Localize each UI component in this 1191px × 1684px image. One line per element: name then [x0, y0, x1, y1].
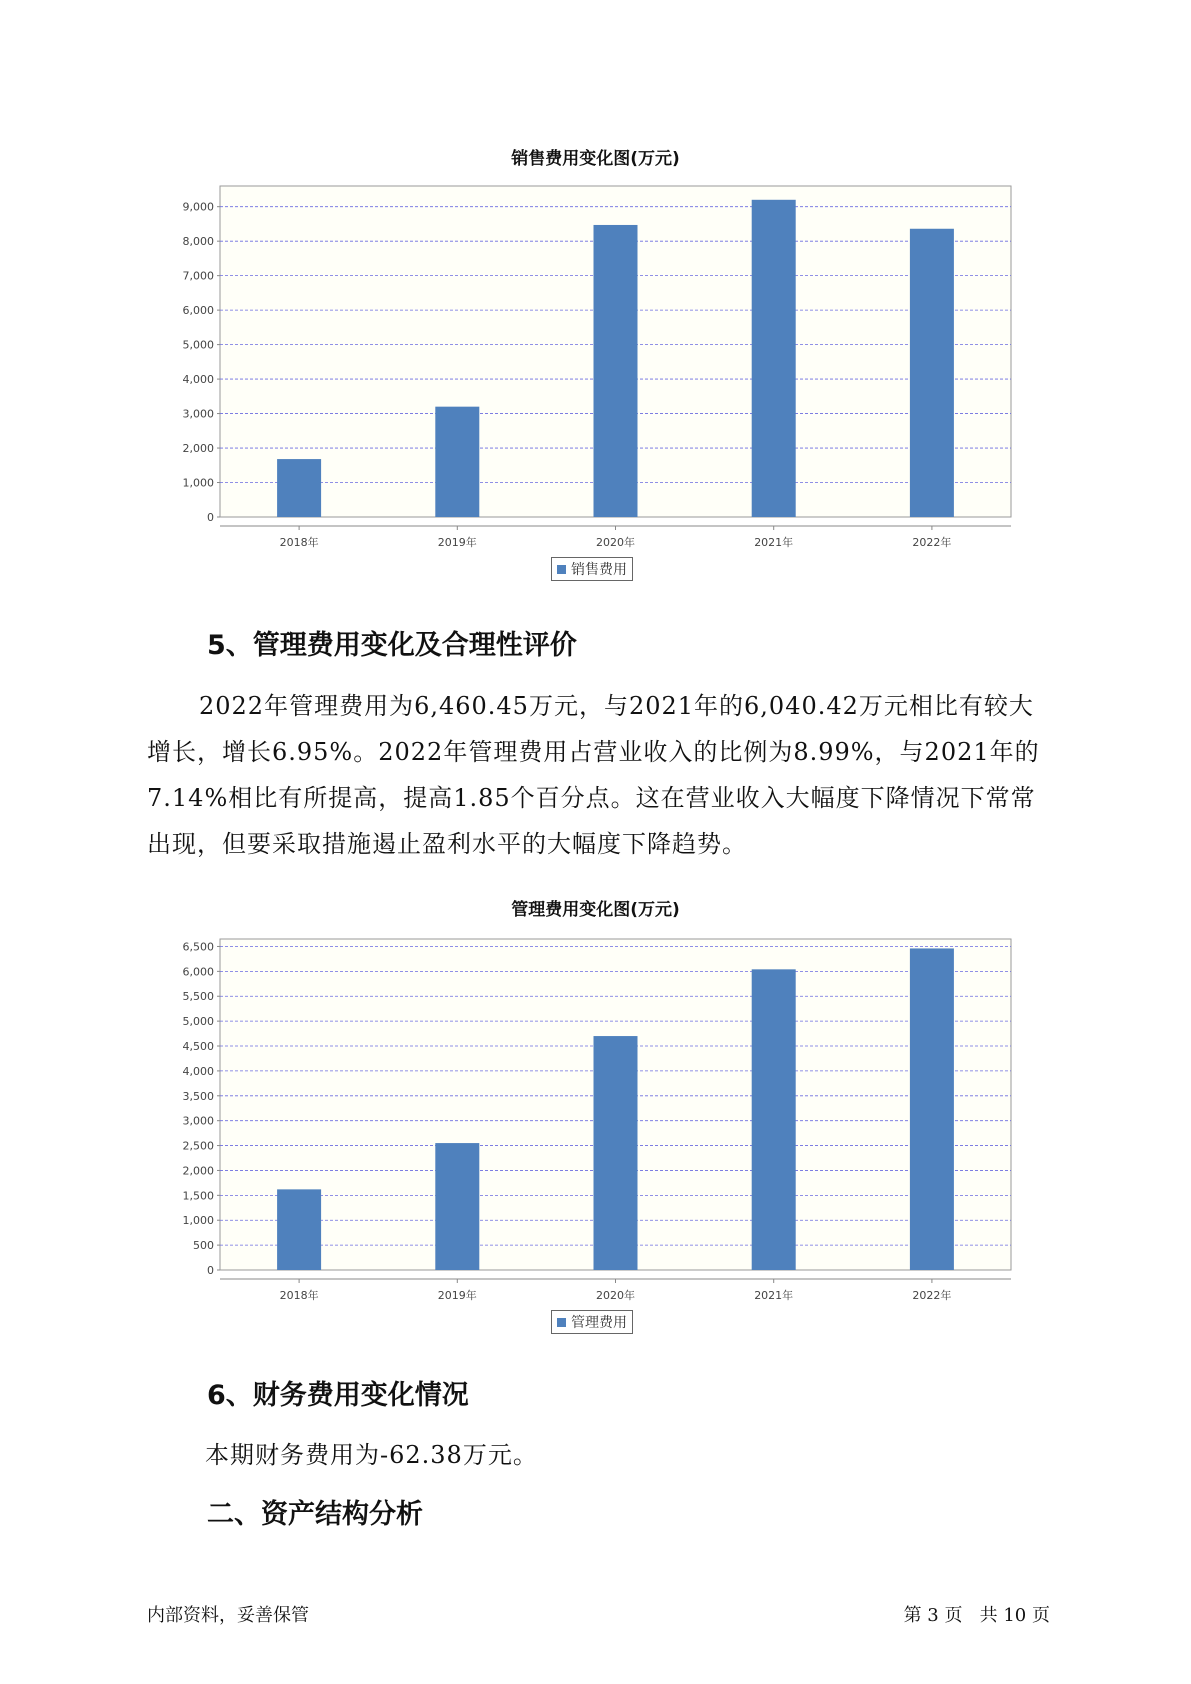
chart-title: 管理费用变化图(万元)	[511, 900, 680, 920]
y-tick-label: 4,000	[182, 1064, 214, 1078]
y-tick-label: 9,000	[182, 200, 214, 214]
legend-label: 管理费用	[571, 1315, 627, 1331]
section-2-heading: 二、资产结构分析	[207, 1499, 423, 1530]
section-6-paragraph: 本期财务费用为-62.38万元。	[205, 1441, 538, 1469]
y-tick-label: 1,500	[182, 1189, 214, 1203]
y-tick-label: 3,000	[182, 407, 214, 421]
x-tick-label: 2019年	[437, 536, 477, 549]
y-tick-label: 3,000	[182, 1114, 214, 1128]
y-tick-label: 500	[193, 1239, 214, 1253]
chart-title: 销售费用变化图(万元)	[511, 149, 680, 169]
bar	[910, 948, 954, 1270]
x-tick-label: 2019年	[437, 1289, 477, 1302]
section-5-heading: 5、管理费用变化及合理性评价	[207, 630, 577, 661]
x-tick-label: 2022年	[912, 1289, 952, 1302]
y-tick-label: 1,000	[182, 1214, 214, 1228]
y-tick-label: 2,500	[182, 1139, 214, 1153]
y-tick-label: 0	[207, 1264, 214, 1277]
bar	[752, 969, 796, 1270]
y-tick-label: 5,000	[182, 1015, 214, 1029]
legend-label: 销售费用	[571, 562, 627, 578]
footer-page-number: 第 3 页 共 10 页	[903, 1605, 1050, 1626]
x-tick-label: 2022年	[912, 536, 952, 549]
y-tick-label: 4,000	[182, 373, 214, 387]
y-tick-label: 5,000	[182, 338, 214, 352]
section-6-heading: 6、财务费用变化情况	[207, 1380, 469, 1411]
y-tick-label: 7,000	[182, 269, 214, 283]
x-tick-label: 2021年	[754, 1289, 794, 1302]
y-tick-label: 6,000	[182, 304, 214, 318]
y-tick-label: 6,000	[182, 965, 214, 979]
y-tick-label: 0	[207, 511, 214, 524]
x-tick-label: 2021年	[754, 536, 794, 549]
legend-swatch	[557, 1318, 566, 1327]
y-tick-label: 2,000	[182, 442, 214, 456]
y-tick-label: 6,500	[182, 940, 214, 954]
bar	[277, 1189, 321, 1270]
y-tick-label: 1,000	[182, 476, 214, 490]
chart-legend	[551, 1310, 633, 1334]
x-tick-label: 2018年	[279, 1289, 319, 1302]
x-tick-label: 2018年	[279, 536, 319, 549]
y-tick-label: 4,500	[182, 1040, 214, 1054]
bar	[594, 1036, 638, 1270]
section-5-paragraph: 2022年管理费用为6,460.45万元，与2021年的6,040.42万元相比有较大增长，增长6.95%。2022年管理费用占营业收入的比例为8.99%，与2021年的7.14%相比有所提高，提高1.85个百分点。这在营业收入大幅度下降情况下常常出现，但要采取措施遏止盈利水平的大幅度下降趋势。	[147, 692, 1040, 858]
y-tick-label: 2,000	[182, 1164, 214, 1178]
y-tick-label: 8,000	[182, 235, 214, 249]
bar	[435, 1143, 479, 1270]
y-tick-label: 3,500	[182, 1089, 214, 1103]
x-tick-label: 2020年	[596, 536, 635, 549]
x-tick-label: 2020年	[596, 1289, 635, 1302]
y-tick-label: 5,500	[182, 990, 214, 1004]
footer-confidential-note: 内部资料，妥善保管	[147, 1605, 309, 1626]
